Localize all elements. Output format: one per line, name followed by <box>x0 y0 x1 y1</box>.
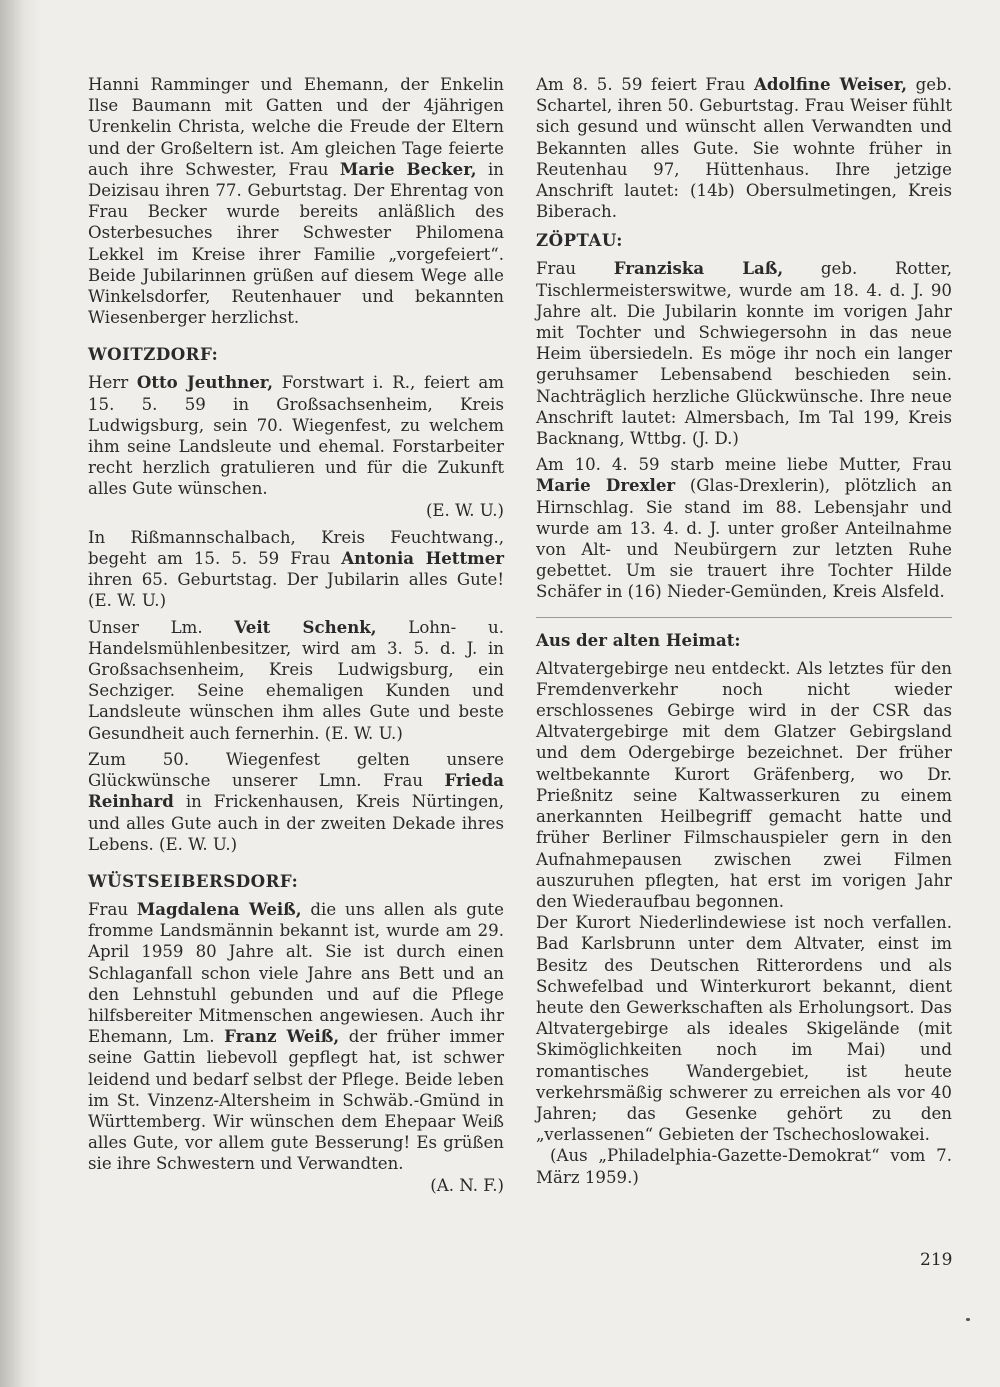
print-speck <box>966 1318 970 1321</box>
section-heading-woitzdorf: WOITZDORF: <box>88 344 219 365</box>
person-name: Adolfine Weiser, <box>753 74 908 94</box>
person-name: Franz Weiß, <box>224 1026 340 1047</box>
paragraph-schenk: Unser Lm. Veit Schenk, Lohn- u. Handelsmühlenbesitzer, wird am 3. 5. d. J. in Großsachsenheim, Kreis Ludwigsburg, ein Sechziger. Seine ehemaligen Kunden und Landsleute wünschen ihm alles Gute und beste Gesundheit auch fernerhin. (E. W. U.) <box>88 616 504 743</box>
paragraph-weiss: Frau Magdalena Weiß, die uns allen als gute fromme Landsmännin bekannt ist, wurde am 29. April 1959 80 Jahre alt. Sie ist durch einen Schlaganfall schon viele Jahre ans Bett und an den Lehnstuhl gebunden und auf die Pflege hilfsbereiter Mitmenschen angewiesen. Auch ihr Ehemann, Lm. Franz Weiß, der früher immer seine Gattin liebevoll gepflegt hat, ist schwer leidend und bedarf selbst der Pflege. Beide leben im St. Vinzenz-Altersheim in Schwäb.-Gmünd in Württemberg. Wir wünschen dem Ehepaar Weiß alles Gute, vor allem gute Besserung! Es grüßen sie ihre Schwestern und Verwandten. (A. N. F.) <box>88 898 505 1195</box>
paragraph-drexler: Am 10. 4. 59 starb meine liebe Mutter, Frau Marie Drexler (Glas-Drexlerin), plötzlich an Hirnschlag. Sie stand im 88. Lebensjahr und wurde am 13. 4. d. J. unter großer Anteilnahme von Alt- und Neubürgern zur letzten Ruhe gebettet. Um sie trauert ihre Tochter Hilde Schäfer in (16) Nieder-Gemünden, Kreis Alsfeld. <box>536 455 953 602</box>
person-name: Franziska Laß, <box>613 258 784 279</box>
paragraph-lass: Frau Franziska Laß, geb. Rotter, Tischlermeisterswitwe, wurde am 18. 4. d. J. 90 Jahre alt. Die Jubilarin konnte im vorigen Jahr mit Tochter und Schwiegersohn in das neue Heim übersiedeln. Es möge ihr noch ein langer geruhsamer Lebensabend beschieden sein. Nachträglich herzliche Glückwünsche. Ihre neue Anschrift lautet: Almersbach, Im Tal 199, Kreis Backnang, Wttbg. (J. D.) <box>536 258 952 449</box>
paragraph-hettmer: In Rißmannschalbach, Kreis Feuchtwang., begeht am 15. 5. 59 Frau Antonia Hettmer ihren 65. Geburtstag. Der Jubilarin alles Gute! (E. W. U.) <box>88 527 504 611</box>
paragraph-niederlindewiese: Der Kurort Niederlindewiese ist noch verfallen. Bad Karlsbrunn unter dem Altvater, einst im Besitz des Deutschen Ritterordens und als Schwefelbad und Winterkurort bekannt, dient heute den Gewerkschaften als Erholungsort. Das Altvatergebirge als ideales Skigelände (mit Skimöglichkeiten noch im Mai) und romantisches Wandergebiet, ist heute verkehrsmäßig schwerer zu erreichen als vor 40 Jahren; das Gesenke gehört zu den „verlassenen“ Gebieten der Tschechoslowakei. <box>536 913 952 1145</box>
person-name: Magdalena Weiß, <box>136 898 302 919</box>
person-name: Marie Drexler <box>536 475 676 496</box>
signature: (E. W. U.) <box>425 500 504 520</box>
section-heading-heimat: Aus der alten Heimat: <box>536 629 741 650</box>
right-column <box>536 74 952 1193</box>
page-gutter-shadow <box>0 0 40 1387</box>
paragraph-altvatergebirge: Altvatergebirge neu entdeckt. Als letztes für den Fremdenverkehr noch nicht wieder erschlossenes Gebirge wird in der CSR das Altvatergebirge mit dem Glatzer Gebirgsland und dem Odergebirge bezeichnet. Der früher weltbekannte Kurort Gräfenberg, wo Dr. Prießnitz seine Kaltwasserkuren zu einem anerkannten Heilbegriff gemacht hatte und früher Berliner Filmschauspieler gern in den Aufnahmepausen zwischen zwei Filmen auszuruhen pflegten, hat erst im vorigen Jahr den Wiederaufbau begonnen. <box>536 658 952 911</box>
section-divider <box>536 617 952 618</box>
person-name: Antonia Hettmer <box>341 548 504 569</box>
section-heading-zoeptau: ZÖPTAU: <box>536 230 623 251</box>
person-name: Otto Jeuthner, <box>136 372 274 393</box>
paragraph-ramminger-becker: Hanni Ramminger und Ehemann, der Enkelin Ilse Baumann mit Gatten und der 4jährigen Urenkelin Christa, welche die Freude der Eltern und der Großeltern ist. Am gleichen Tage feierte auch ihre Schwester, Frau Marie Becker, in Deizisau ihren 77. Geburtstag. Der Ehrentag von Frau Becker wurde bereits anläßlich des Osterbesuches ihrer Schwester Philomena Lekkel im Kreise ihrer Familie „vorgefeiert“. Beide Jubilarinnen grüßen auf diesem Wege alle Winkelsdorfer, Reutenhauer und bekannten Wiesenberger herzlichst. <box>88 75 504 328</box>
page-number: 219 <box>920 1250 953 1270</box>
paragraph-jeuthner: Herr Otto Jeuthner, Forstwart i. R., feiert am 15. 5. 59 in Großsachsenheim, Kreis Ludwigsburg, sein 70. Wiegenfest, zu welchem ihm seine Landsleute und ehemal. Forstarbeiter recht herzlich gratulieren und für die Zukunft alles Gute wünschen. (E. W. U.) <box>88 372 504 520</box>
person-name: Marie Becker, <box>339 158 477 179</box>
source-citation: (Aus „Philadelphia-Gazette-Demokrat“ vom 7. März 1959.) <box>536 1146 952 1187</box>
signature: (A. N. F.) <box>430 1175 504 1195</box>
left-column <box>88 74 504 1201</box>
paragraph-reinhard: Zum 50. Wiegenfest gelten unsere Glückwünsche unserer Lmn. Frau Frieda Reinhard in Frickenhausen, Kreis Nürtingen, und alles Gute auch in der zweiten Dekade ihres Lebens. (E. W. U.) <box>88 749 504 854</box>
person-name: Veit Schenk, <box>234 616 377 637</box>
section-heading-wuestseibersdorf: WÜSTSEIBERSDORF: <box>88 870 299 891</box>
person-name: Frieda Reinhard <box>88 770 504 812</box>
paragraph-weiser: Am 8. 5. 59 feiert Frau Adolfine Weiser, geb. Schartel, ihren 50. Geburtstag. Frau Weiser fühlt sich gesund und wünscht allen Verwandten und Bekannten alles Gute. Sie wohnte früher in Reutenhau 97, Hüttenhaus. Ihre jetzige Anschrift lautet: (14b) Obersulmetingen, Kreis Biberach. <box>536 74 952 222</box>
